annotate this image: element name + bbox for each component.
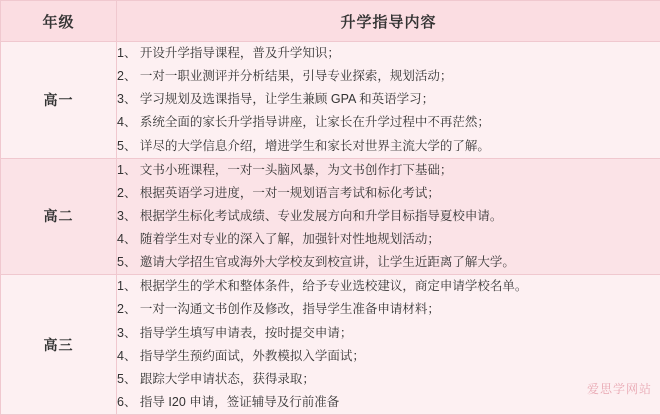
table-row	[1, 42, 660, 159]
list-item: 4、 系统全面的家长升学指导讲座，让家长在升学过程中不再茫然；	[117, 111, 660, 134]
grade-label: 高三	[1, 275, 117, 415]
list-item: 6、 指导 I20 申请，签证辅导及行前准备	[117, 391, 660, 414]
table-header	[1, 1, 660, 42]
list-item: 4、 指导学生预约面试，外教模拟入学面试；	[117, 345, 660, 368]
grade-label: 高二	[1, 158, 117, 275]
list-item: 3、 学习规划及选课指导，让学生兼顾 GPA 和英语学习；	[117, 88, 660, 111]
watermark: 爱思学网站	[587, 380, 652, 397]
table-row	[1, 158, 660, 275]
table-body	[1, 42, 660, 415]
guidance-item-list	[117, 275, 660, 414]
grade-label: 高一	[1, 42, 117, 159]
list-item: 3、 指导学生填写申请表，按时提交申请；	[117, 322, 660, 345]
guidance-content	[117, 158, 660, 275]
list-item: 1、 根据学生的学术和整体条件，给予专业选校建议，商定申请学校名单。	[117, 275, 660, 298]
list-item: 2、 根据英语学习进度，一对一规划语言考试和标化考试；	[117, 182, 660, 205]
table-header-row	[1, 1, 660, 42]
guidance-content	[117, 42, 660, 159]
list-item: 5、 详尽的大学信息介绍，增进学生和家长对世界主流大学的了解。	[117, 135, 660, 158]
list-item: 1、 文书小班课程，一对一头脑风暴，为文书创作打下基础；	[117, 159, 660, 182]
list-item: 5、 跟踪大学申请状态，获得录取；	[117, 368, 660, 391]
header-grade: 年级	[1, 1, 117, 42]
guidance-item-list	[117, 159, 660, 275]
table-row	[1, 275, 660, 415]
guidance-content	[117, 275, 660, 415]
list-item: 2、 一对一沟通文书创作及修改，指导学生准备申请材料；	[117, 298, 660, 321]
list-item: 3、 根据学生标化考试成绩、专业发展方向和升学目标指导夏校申请。	[117, 205, 660, 228]
list-item: 4、 随着学生对专业的深入了解，加强针对性地规划活动；	[117, 228, 660, 251]
list-item: 1、 开设升学指导课程，普及升学知识；	[117, 42, 660, 65]
guidance-item-list	[117, 42, 660, 158]
list-item: 5、 邀请大学招生官或海外大学校友到校宣讲，让学生近距离了解大学。	[117, 251, 660, 274]
list-item: 2、 一对一职业测评并分析结果，引导专业探索，规划活动；	[117, 65, 660, 88]
header-content: 升学指导内容	[117, 1, 660, 42]
